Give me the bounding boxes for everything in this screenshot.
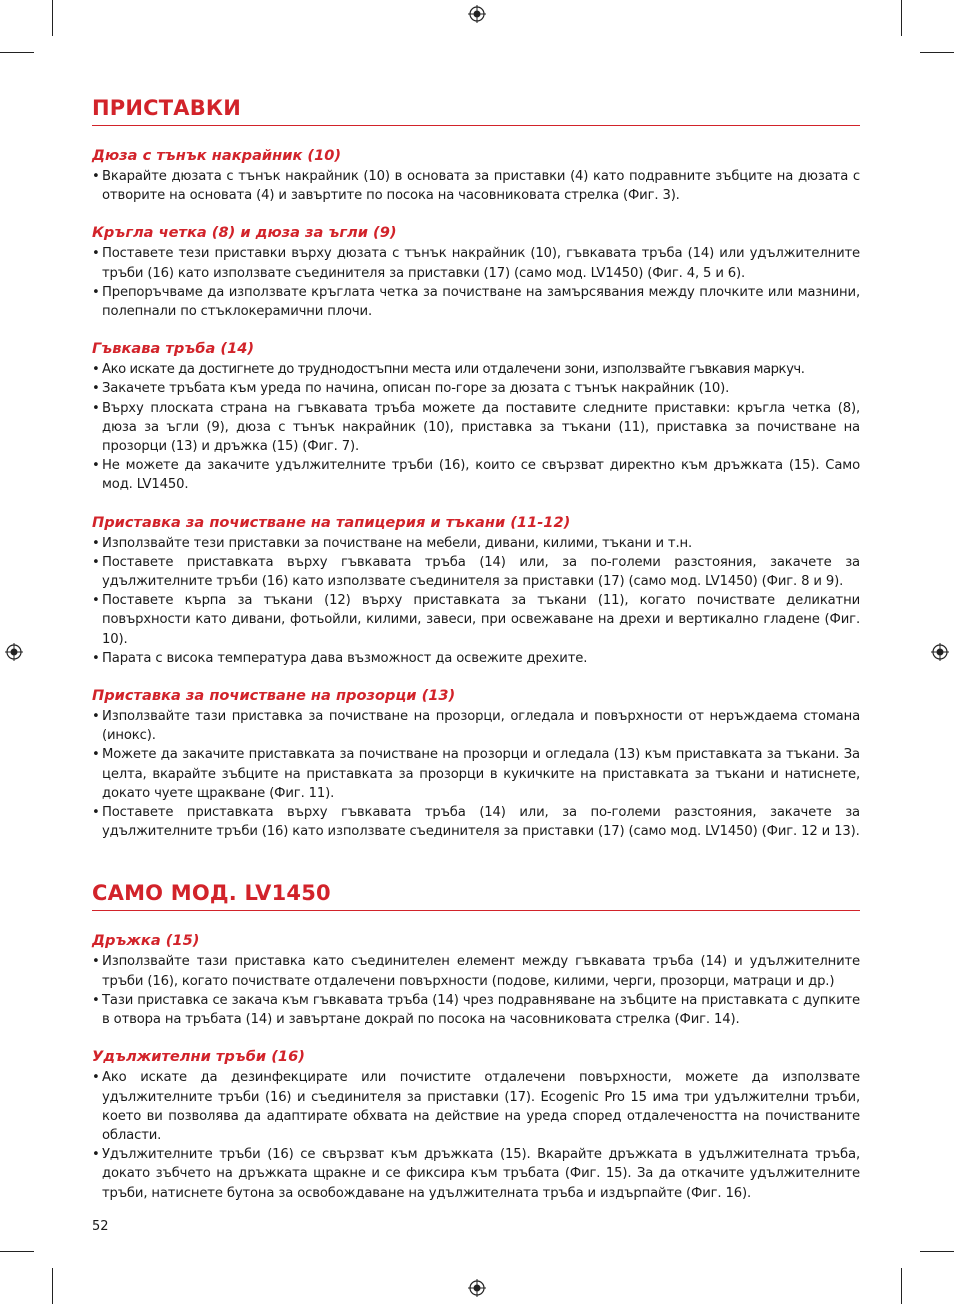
crop-mark xyxy=(52,1268,53,1304)
list-item: • Закачете тръбата към уреда по начина, описан по-горе за дюзата с тънък накрайник (10). xyxy=(92,379,860,398)
crop-mark xyxy=(901,1268,902,1304)
subheading-extension-tubes: Удължителни тръби (16) xyxy=(92,1048,305,1066)
subheading-window-attachment: Приставка за почистване на прозорци (13) xyxy=(92,687,456,705)
bullet-list xyxy=(92,1068,860,1202)
list-item: • Ако искате да дезинфекцирате или почистите отдалечени повърхности, можете да използвате удължителните тръби (16) и съединителя за приставки (17). Ecogenic Pro 15 има три удължителни тръби, което ви позволява да адаптирате обхвата на действие на уреда според отдалечеността на почистваните области. xyxy=(92,1068,860,1145)
crop-mark xyxy=(920,1251,954,1252)
subheading-upholstery-attachment: Приставка за почистване на тапицерия и тъкани (11-12) xyxy=(92,513,571,531)
bullet-list xyxy=(92,360,860,494)
registration-mark-icon xyxy=(5,643,23,661)
bullet-list xyxy=(92,167,860,205)
subheading-flexible-hose: Гъвкава тръба (14) xyxy=(92,340,255,358)
section-title-model-only: САМО МОД. LV1450 xyxy=(92,879,860,911)
crop-mark xyxy=(901,0,902,36)
bullet-list xyxy=(92,244,860,321)
registration-mark-icon xyxy=(931,643,949,661)
list-item: • Поставете приставката върху гъвкавата тръба (14) или, за по-големи разстояния, закачете за удължителните тръби (16) като използвате съединителя за приставки (17) (само мод. LV1450) (Фиг. 8 и 9). xyxy=(92,553,860,591)
list-item: • Върху плоската страна на гъвкавата тръба можете да поставите следните приставки: кръгла четка (8), дюза за ъгли (9), дюза с тънък накрайник (10), приставка за тъкани (11), приставка за почистване на прозорци (13) и дръжка (15) (Фиг. 7). xyxy=(92,399,860,457)
list-item: • Удължителните тръби (16) се свързват към дръжката (15). Вкарайте дръжката в удължителната тръба, докато зъбчето на дръжката щракне и се фиксира към тръбата (Фиг. 15). За да откачите удължителните тръби, натиснете бутона за освобождаване на удължителната тръба и издърпайте (Фиг. 16). xyxy=(92,1145,860,1203)
section-title-attachments: ПРИСТАВКИ xyxy=(92,94,860,126)
registration-mark-icon xyxy=(468,5,486,23)
list-item: • Поставете кърпа за тъкани (12) върху приставката за тъкани (11), когато почиствате деликатни повърхности като дивани, фотьойли, килими, завеси, при освежаване на дрехи и вертикално гладене (Фиг. 10). xyxy=(92,591,860,649)
list-item: • Поставете приставката върху гъвкавата тръба (14) или, за по-големи разстояния, закачете за удължителните тръби (16) като използвате съединителя за приставки (17) (само мод. LV1450) (Фиг. 12 и 13). xyxy=(92,803,860,841)
crop-mark xyxy=(920,52,954,53)
list-item: • Поставете тези приставки върху дюзата с тънък накрайник (10), гъвкавата тръба (14) или удължителните тръби (16) като използвате съединителя за приставки (17) (само мод. LV1450) (Фиг. 4, 5 и 6). xyxy=(92,244,860,282)
list-item: • Не можете да закачите удължителните тръби (16), които се свързват директно към дръжката (15). Само мод. LV1450. xyxy=(92,456,860,494)
list-item: • Използвайте тези приставки за почистване на мебели, дивани, килими, тъкани и т.н. xyxy=(92,534,860,553)
list-item: • Използвайте тази приставка за почистване на прозорци, огледала и повърхности от неръждаема стомана (инокс). xyxy=(92,707,860,745)
crop-mark xyxy=(52,0,53,36)
list-item: • Ако искате да достигнете до труднодостъпни места или отдалечени зони, използвайте гъвкавия маркуч. xyxy=(92,360,860,379)
bullet-list xyxy=(92,952,860,1029)
registration-mark-icon xyxy=(468,1279,486,1297)
subheading-handle: Дръжка (15) xyxy=(92,932,200,950)
list-item: • Можете да закачите приставката за почистване на прозорци и огледала (13) към приставката за тъкани. За целта, вкарайте зъбците на приставката за прозорци в кукичките на приставката за тъкани и натиснете, докато чуете щракване (Фиг. 11). xyxy=(92,745,860,803)
page-content xyxy=(92,94,860,1203)
list-item: • Препоръчваме да използвате кръглата четка за почистване на замърсявания между плочките или мазнини, полепнали по стъклокерамични плочи. xyxy=(92,283,860,321)
crop-mark xyxy=(0,1251,34,1252)
list-item: • Вкарайте дюзата с тънък накрайник (10) в основата за приставки (4) като подравните зъбците на дюзата с отворите на основата (4) и завъртите по посока на часовниковата стрелка (Фиг. 3). xyxy=(92,167,860,205)
list-item: • Използвайте тази приставка като съединителен елемент между гъвкавата тръба (14) и удължителните тръби (16), когато почиствате отдалечени повърхности (подове, килими, черги, прозорци, матраци и др.) xyxy=(92,952,860,990)
bullet-list xyxy=(92,707,860,841)
bullet-list xyxy=(92,534,860,668)
list-item: • Тази приставка се закача към гъвкавата тръба (14) чрез подравняване на зъбците на приставката с дупките в отвора на тръбата (14) и завъртане докрай по посока на часовниковата стрелка (Фиг. 14). xyxy=(92,991,860,1029)
subheading-thin-nozzle: Дюза с тънък накрайник (10) xyxy=(92,147,342,164)
subheading-round-brush: Кръгла четка (8) и дюза за ъгли (9) xyxy=(92,224,397,242)
page-number: 52 xyxy=(92,1219,109,1234)
crop-mark xyxy=(0,52,34,53)
list-item: • Парата с висока температура дава възможност да освежите дрехите. xyxy=(92,649,860,668)
